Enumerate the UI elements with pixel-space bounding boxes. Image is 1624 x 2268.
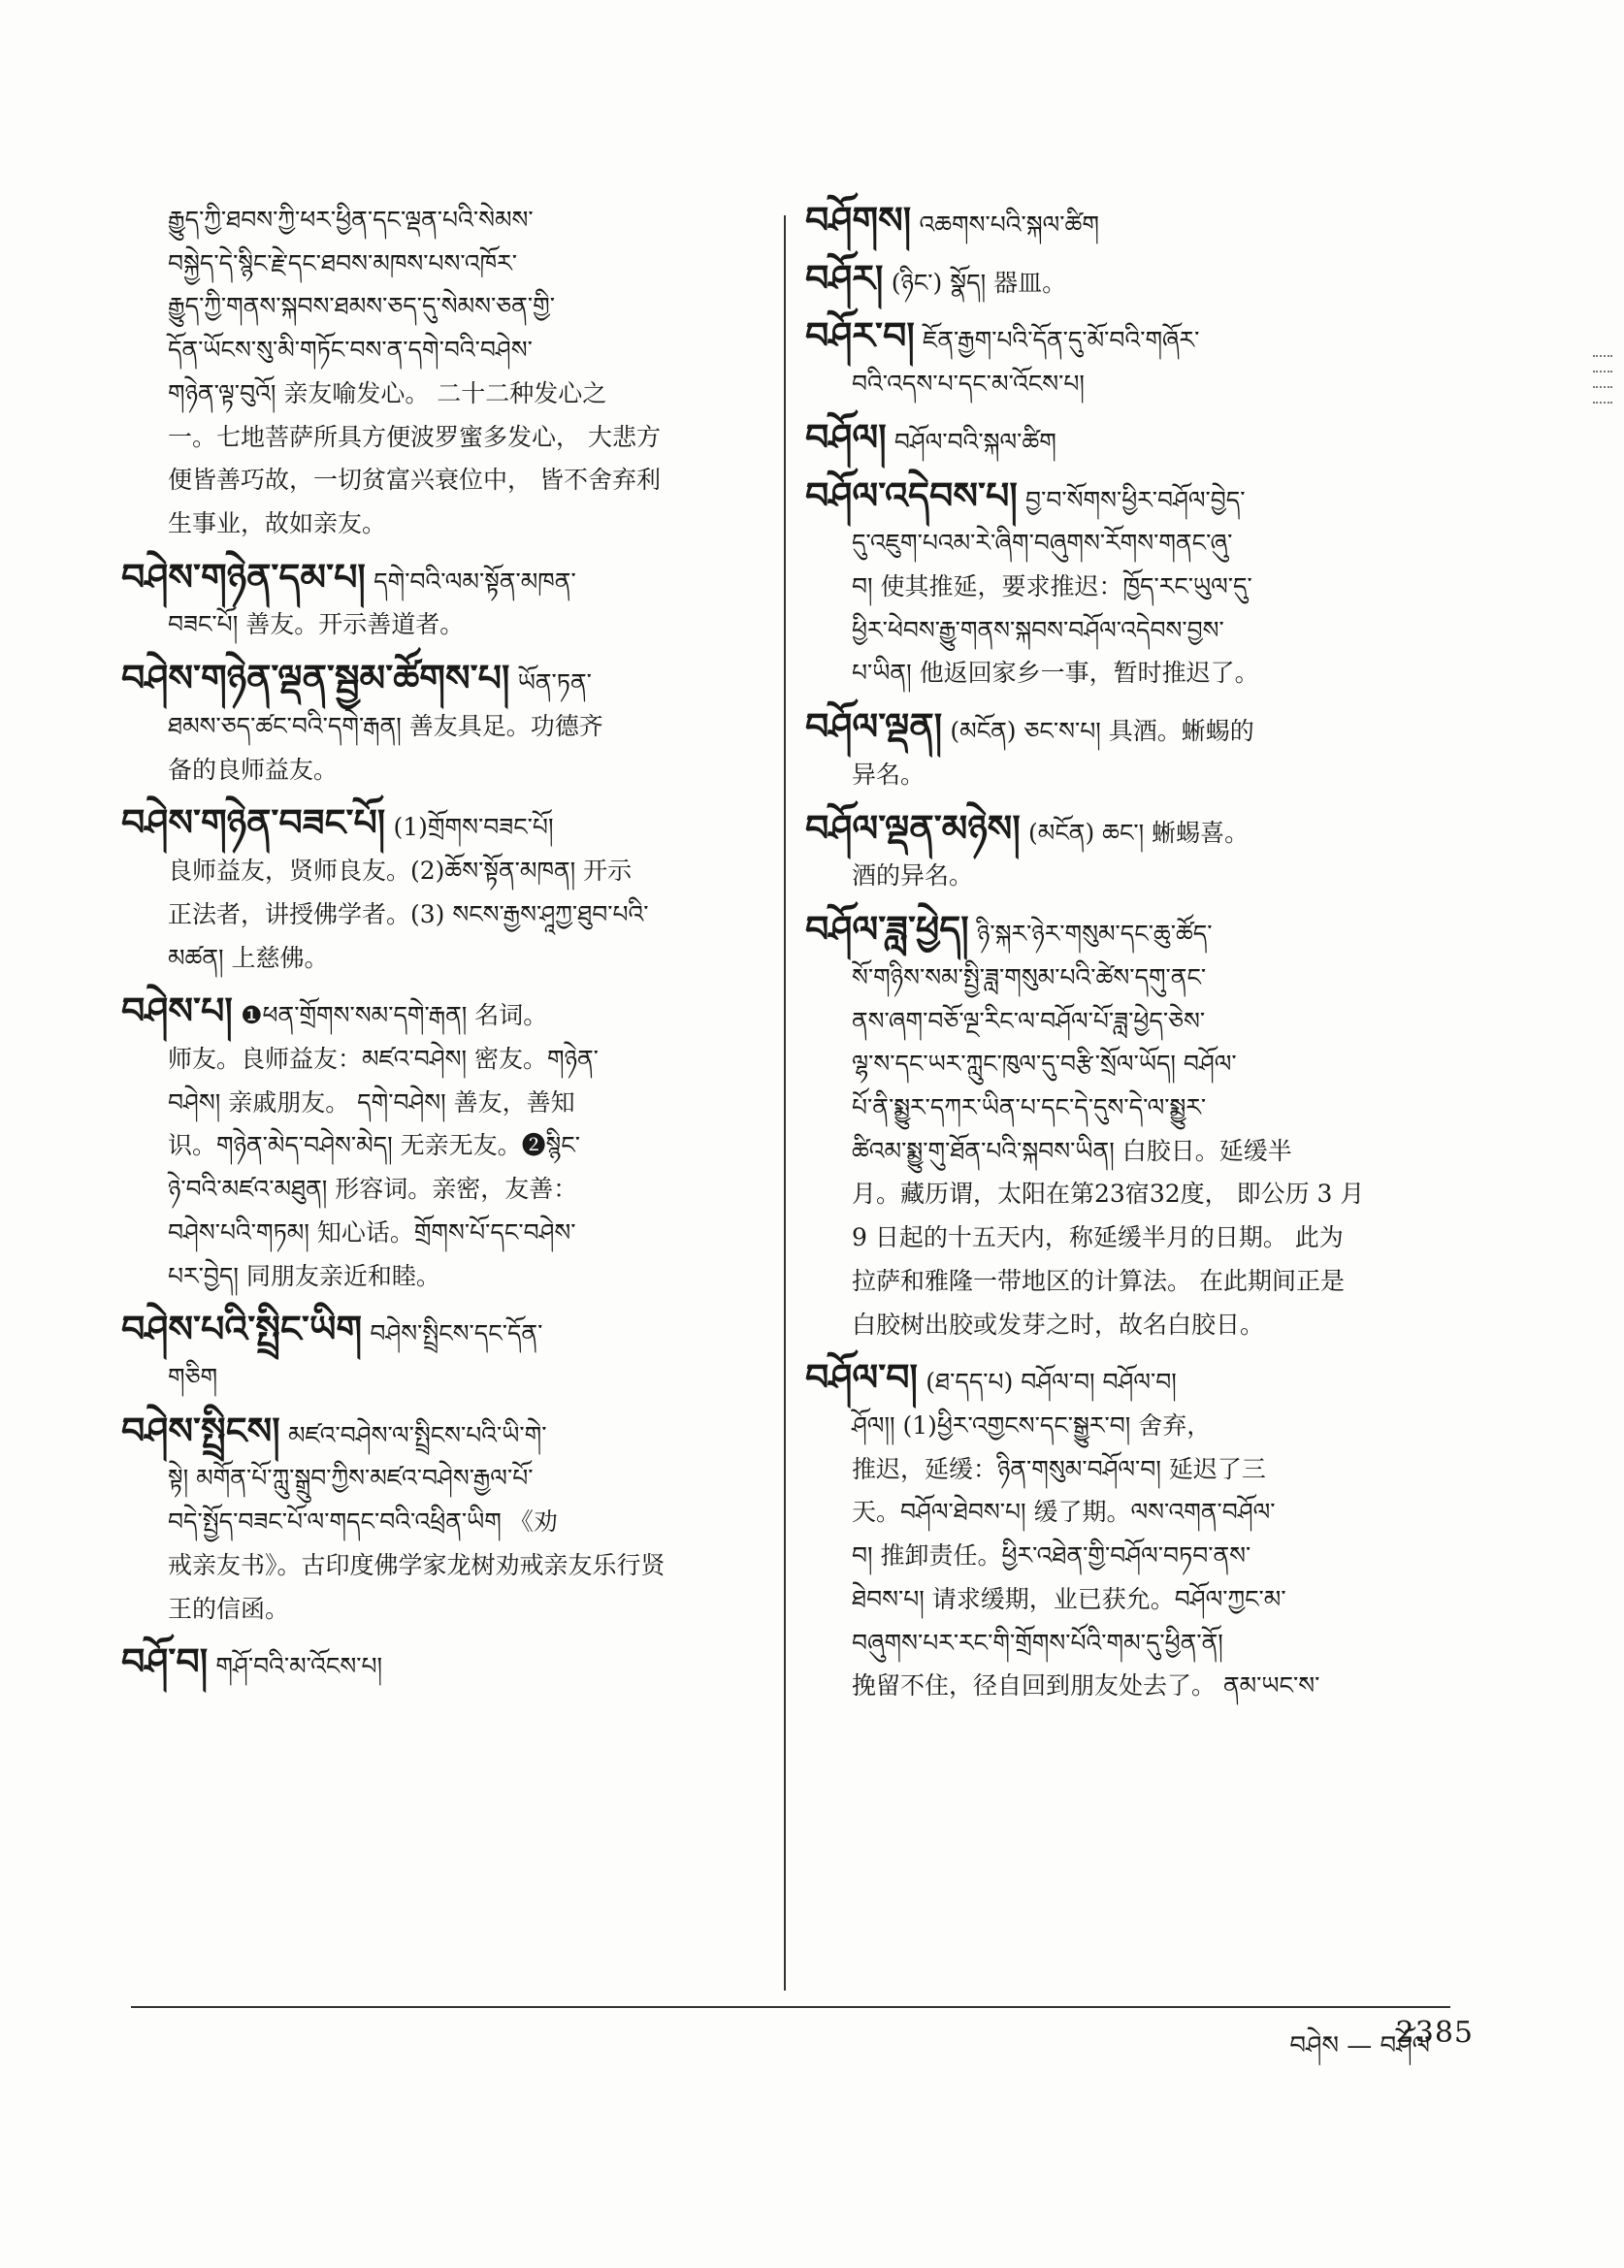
- definition-text: ❶ཕན་གྲོགས་སམ་དགེ་རྒན། 名词。: [241, 1001, 548, 1030]
- entry-line: [805, 1356, 1450, 1405]
- dictionary-entry: [121, 556, 752, 647]
- definition-text: རྒྱུད་ཀྱི་ཐབས་ཀྱི་ཕར་ཕྱིན་དང་ལྡན་པའི་སེམས་: [168, 206, 534, 234]
- dictionary-entry: [805, 474, 1450, 697]
- definition-text: (མངོན) ཅང་ས་པ། 具酒。蜥蜴的: [950, 717, 1254, 746]
- entry-line: [121, 285, 752, 329]
- entry-line: [805, 1173, 1450, 1216]
- headword: བཤོགས།: [805, 199, 912, 242]
- running-head: བཤེས — བཤོལ: [1289, 2031, 1430, 2060]
- definition-text: 备的良师益友。: [168, 755, 339, 784]
- definition-text: བཤེས་སྤྲིངས་དང་དོན་: [370, 1319, 543, 1348]
- definition-text: 师友。良师益友：མཛའ་བཤེས། 密友。གཉེན་: [168, 1044, 599, 1073]
- entry-line: [121, 1082, 752, 1125]
- entry-line: [805, 257, 1450, 306]
- dictionary-entry: [121, 801, 752, 980]
- definition-text: 天。བཤོལ་ཐེབས་པ། 缓了期。ལས་འགན་བཤོལ་: [852, 1498, 1276, 1527]
- entry-line: [805, 1043, 1450, 1086]
- headword: བཤོལ་ལྡན་མཉེས།: [805, 806, 1021, 850]
- dictionary-entry: [805, 705, 1450, 796]
- entry-line: [805, 363, 1450, 406]
- dictionary-entry: [121, 1640, 752, 1689]
- entry-line: [121, 989, 752, 1038]
- definition-text: 一。七地菩萨所具方便波罗蜜多发心， 大悲方: [168, 422, 661, 451]
- entry-line: [805, 908, 1450, 956]
- headword: བཤེས་པའི་སྤྲིང་ཡིག: [121, 1308, 363, 1351]
- entry-line: [121, 416, 752, 460]
- headword: བཤེས་གཉེན་ལྡན་སྦྱམ་ཚོགས་པ།: [121, 657, 510, 700]
- entry-line: [805, 1491, 1450, 1535]
- definition-text: དགེ་བའི་ལམ་སྟོན་མཁན་: [374, 567, 576, 596]
- entry-line: [805, 1260, 1450, 1304]
- entry-line: [121, 1356, 752, 1400]
- definition-text: བསྐྱེད་དེ་སྙིང་རྗེ་དང་ཐབས་མཁས་པས་འཁོར་: [168, 248, 517, 277]
- definition-text: བདེ་སྤྱོད་བཟང་པོ་ལ་གདང་བའི་འཕྲིན་ཡིག 《劝: [168, 1507, 558, 1537]
- headword: བཤོལ་ལྡན།: [805, 705, 943, 749]
- dictionary-entry: [805, 807, 1450, 898]
- dictionary-entry: [121, 1409, 752, 1632]
- entry-line: [121, 1168, 752, 1212]
- definition-text: གཅིག: [168, 1362, 218, 1391]
- definition-text: 酒的异名。: [852, 861, 974, 891]
- dictionary-entry: [121, 199, 752, 546]
- definition-text: གཤོ་བའི་མ་འོངས་པ།: [215, 1652, 383, 1681]
- definition-text: 正法者，讲授佛学者。(3) སངས་རྒྱས་ཤཱཀྱ་ཐུབ་པའི་: [168, 899, 649, 928]
- entry-line: [805, 855, 1450, 898]
- column-divider: [784, 215, 786, 1991]
- entry-line: [121, 1255, 752, 1299]
- entry-line: [805, 1000, 1450, 1044]
- definition-text: 戒亲友书》。古印度佛学家龙树劝戒亲友乐行贤: [168, 1550, 666, 1579]
- dictionary-entry: [805, 908, 1450, 1346]
- definition-text: ནས་ཞག་བཅོ་ལྔ་རིང་ལ་བཤོལ་པོ་ཟླ་ཕྱེད་ཅེས་: [852, 1006, 1206, 1035]
- definition-text: 9 日起的十五天内，称延缓半月的日期。 此为: [852, 1223, 1344, 1252]
- entry-line: [121, 1308, 752, 1356]
- entry-line: [121, 199, 752, 243]
- definition-text: བཞུགས་པར་རང་གི་གྲོགས་པོའི་གམ་དུ་ཕྱིན་ནོ།: [852, 1628, 1223, 1657]
- entry-line: [121, 1038, 752, 1082]
- headword: བཤོར།: [805, 256, 884, 300]
- entry-line: [121, 749, 752, 793]
- entry-line: [121, 1501, 752, 1544]
- definition-text: 推迟，延缓：ཉིན་གསུམ་བཤོལ་བ། 延迟了三: [852, 1454, 1266, 1483]
- entry-line: [805, 754, 1450, 797]
- left-column: [121, 199, 752, 2025]
- definition-text: དོན་ཡོངས་སུ་མི་གཏོང་བས་ན་དགེ་བའི་བཤེས་: [168, 336, 533, 365]
- entry-line: [121, 705, 752, 749]
- entry-line: [121, 1544, 752, 1588]
- definition-text: པ་ཡིན། 他返回家乡一事，暂时推迟了。: [852, 659, 1259, 688]
- definition-text: ཇོན་རྒྱག་པའི་དོན་དུ་མོ་བའི་གཞོར་: [923, 326, 1200, 355]
- headword: བཤེས་སྤྲིངས།: [121, 1409, 280, 1452]
- entry-line: [121, 657, 752, 705]
- entry-line: [121, 243, 752, 286]
- entry-line: [805, 652, 1450, 696]
- definition-text: ཉི་སྐར་ཉེར་གསུམ་དང་ཆུ་ཚོད་: [977, 920, 1213, 949]
- entry-line: [121, 459, 752, 502]
- definition-text: བའི་འདས་པ་དང་མ་འོངས་པ།: [852, 370, 1085, 399]
- entry-line: [805, 1535, 1450, 1578]
- entry-line: [121, 329, 752, 373]
- entry-line: [121, 1212, 752, 1255]
- definition-text: (ཐ་དད་པ) བཤོལ་བ། བཤོལ་བ།: [926, 1368, 1177, 1397]
- headword: བཤོལ་བ།: [805, 1356, 918, 1400]
- definition-text: 王的信函。: [168, 1594, 290, 1623]
- entry-line: [121, 1124, 752, 1168]
- entry-line: [805, 705, 1450, 754]
- page-edge-marks: [1593, 349, 1612, 417]
- entry-line: [121, 893, 752, 937]
- entry-line: [805, 474, 1450, 523]
- entry-line: [805, 956, 1450, 1000]
- entry-line: [121, 373, 752, 416]
- definition-text: མཚན། 上慈佛。: [168, 943, 329, 972]
- dictionary-entry: [121, 1308, 752, 1399]
- definition-text: བྱ་བ་སོགས་ཕྱིར་བཤོལ་བྱེད་: [1025, 485, 1246, 514]
- headword: བཤེས་པ།: [121, 989, 233, 1033]
- entry-line: [805, 416, 1450, 465]
- entry-line: [121, 1588, 752, 1632]
- definition-text: པར་བྱེད། 同朋友亲近和睦。: [168, 1261, 440, 1290]
- definition-text: གཉེན་ལྟ་བུའོ། 亲友喻发心。 二十二种发心之: [168, 378, 607, 407]
- definition-text: ཤོལ།། (1)ཕྱིར་འགྱངས་དང་སྒྱུར་བ། 舍弃，: [852, 1410, 1212, 1440]
- definition-text: པོ་ནི་སྨྱུར་དཀར་ཡིན་པ་དང་དེ་དུས་དེ་ལ་སྨྱུར་: [852, 1092, 1207, 1121]
- entry-line: [805, 566, 1450, 609]
- definition-text: 便皆善巧故，一切贫富兴衰位中， 皆不舍弃利: [168, 466, 661, 495]
- dictionary-entry: [805, 199, 1450, 247]
- entry-line: [805, 807, 1450, 856]
- entry-line: [121, 1409, 752, 1458]
- definition-text: ཚིའམ་སྨྱུ་གུ་ཐོན་པའི་སྐབས་ཡིན། 白胶日。延缓半: [852, 1136, 1292, 1165]
- definition-text: སོ་གཉིས་སམ་སྤྱི་ཟླ་གསུམ་པའི་ཚེས་དགུ་ནང་: [852, 962, 1207, 991]
- definition-text: ཕྱིར་ཕེབས་རྒྱུ་གནས་སྐབས་བཤོལ་འདེབས་བྱས་: [852, 615, 1224, 644]
- entry-line: [805, 1448, 1450, 1492]
- entry-line: [121, 801, 752, 850]
- definition-text: མཛའ་བཤེས་ལ་སྤྲིངས་པའི་ཡི་གེ་: [287, 1420, 547, 1449]
- entry-line: [121, 850, 752, 893]
- definition-text: བ། 使其推延，要求推迟：ཁྱོད་རང་ཡུལ་དུ་: [852, 572, 1252, 601]
- entry-line: [805, 1304, 1450, 1347]
- definition-text: 识。གཉེན་མེད་བཤེས་མེད། 无亲无友。❷སྙིང་: [168, 1131, 580, 1160]
- headword: བཤེས་གཉེན་བཟང་པོ།: [121, 801, 386, 845]
- headword: བཤོ་བ།: [121, 1640, 209, 1684]
- entry-line: [805, 1405, 1450, 1448]
- definition-text: ལྷ་ས་དང་ཡར་ཀླུང་ཁུལ་དུ་བརྩི་སྲོལ་ཡོད། བཤོལ་: [852, 1050, 1237, 1079]
- definition-text: 月。藏历谓，太阳在第23宿32度， 即公历 3 月: [852, 1180, 1365, 1209]
- right-column: [805, 199, 1450, 2025]
- definition-text: (མངོན) ཆང་། 蜥蜴喜。: [1028, 818, 1250, 847]
- definition-text: བཤེས། 亲戚朋友。 དགེ་བཤེས། 善友，善知: [168, 1087, 575, 1117]
- definition-text: ཡོན་ཏན་: [517, 668, 592, 697]
- headword: བཤེས་གཉེན་དམ་པ།: [121, 555, 366, 599]
- entry-line: [121, 1457, 752, 1501]
- definition-text: ཐེབས་པ། 请求缓期，业已获允。བཤོལ་ཀྱང་མ་: [852, 1584, 1286, 1613]
- entry-line: [805, 199, 1450, 247]
- headword: བཤོལ།: [805, 415, 887, 459]
- definition-text: 白胶树出胶或发芽之时，故名白胶日。: [852, 1310, 1265, 1339]
- entry-line: [805, 522, 1450, 566]
- entry-line: [121, 937, 752, 981]
- dictionary-entry: [805, 416, 1450, 465]
- entry-line: [805, 1216, 1450, 1260]
- definition-text: འཆགས་པའི་སྐལ་ཚིག: [919, 211, 1099, 239]
- definition-text: (ཉིང་) སྣོད། 器皿。: [891, 268, 1067, 297]
- headword: བཤོལ་འདེབས་པ།: [805, 473, 1018, 517]
- entry-line: [805, 1086, 1450, 1130]
- definition-text: 异名。: [852, 760, 926, 789]
- definition-text: རྒྱུད་ཀྱི་གནས་སྐབས་ཐམས་ཅད་དུ་སེམས་ཅན་གྱི་: [168, 292, 555, 321]
- headword: བཤོལ་ཟླ་ཕྱེད།: [805, 908, 969, 952]
- dictionary-entry: [805, 314, 1450, 405]
- definition-text: (1)གྲོགས་བཟང་པོ།: [393, 813, 554, 842]
- definition-text: སྟེ། མགོན་པོ་ཀླུ་སྒྲུབ་ཀྱིས་མཛའ་བཤེས་རྒྱལ་པོ་: [168, 1464, 534, 1493]
- entry-line: [121, 502, 752, 546]
- page-number: 2385: [1395, 2016, 1474, 2050]
- definition-text: བ། 推卸责任。ཕྱིར་འཐེན་གྱི་བཤོལ་བཏབ་ནས་: [852, 1541, 1251, 1571]
- entry-line: [121, 1640, 752, 1689]
- entry-line: [805, 609, 1450, 653]
- entry-line: [121, 603, 752, 647]
- dictionary-entry: [121, 657, 752, 792]
- dictionary-entry: [121, 989, 752, 1298]
- definition-text: ཐམས་ཅད་ཚང་བའི་དགེ་རྒན། 善友具足。功德齐: [168, 711, 603, 740]
- headword: བཤོར་བ།: [805, 314, 915, 358]
- definition-text: བཤོལ་བའི་སྐལ་ཚིག: [893, 427, 1056, 456]
- dictionary-entry: [805, 257, 1450, 306]
- entry-line: [805, 1665, 1450, 1708]
- definition-text: ཉེ་བའི་མཛའ་མཐུན། 形容词。亲密，友善：: [168, 1175, 578, 1204]
- dictionary-entry: [805, 1356, 1450, 1708]
- definition-text: 良师益友，贤师良友。(2)ཆོས་སྟོན་མཁན། 开示: [168, 857, 633, 886]
- entry-line: [805, 1130, 1450, 1174]
- definition-text: བཤེས་པའི་གཏམ། 知心话。གྲོགས་པོ་དང་བཤེས་: [168, 1217, 576, 1247]
- definition-text: 生事业，故如亲友。: [168, 509, 387, 538]
- definition-text: བཟང་པོ། 善友。开示善道者。: [168, 610, 465, 639]
- entry-line: [805, 1622, 1450, 1666]
- definition-text: 挽留不住，径自回到朋友处去了。 ནམ་ཡང་ས་: [852, 1671, 1320, 1701]
- footer-rule: [131, 2006, 1450, 2008]
- entry-line: [121, 556, 752, 604]
- entry-line: [805, 314, 1450, 363]
- entry-line: [805, 1578, 1450, 1622]
- definition-text: 拉萨和雅隆一带地区的计算法。 在此期间正是: [852, 1266, 1345, 1295]
- definition-text: དུ་འཇུག་པའམ་རེ་ཞིག་བཞུགས་རོགས་གནང་ཞུ་: [852, 529, 1233, 558]
